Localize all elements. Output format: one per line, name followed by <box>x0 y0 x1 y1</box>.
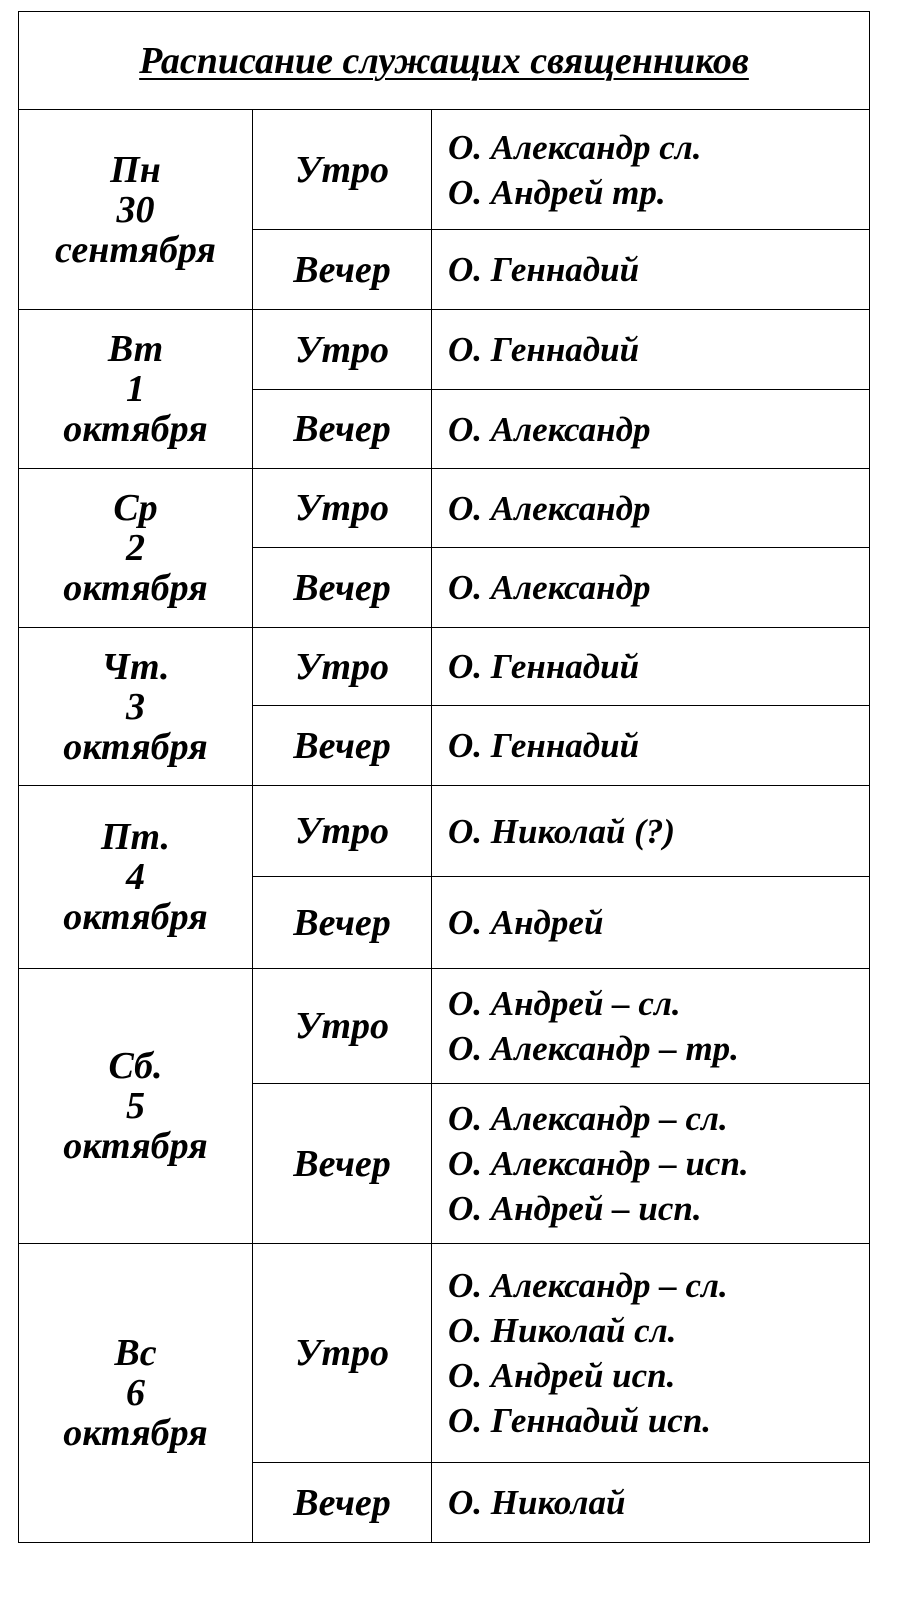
time-of-day-label: Вечер <box>253 230 432 310</box>
day-cell <box>19 969 253 1244</box>
schedule-row <box>19 786 870 877</box>
day-weekday: Пн <box>110 148 161 191</box>
priest-name: О. Геннадий исп. <box>448 1401 712 1440</box>
priests-cell <box>432 310 870 390</box>
priest-name: О. Николай (?) <box>448 811 675 851</box>
day-cell <box>19 628 253 786</box>
priest-name: О. Андрей – сл. <box>448 984 681 1023</box>
title-row <box>19 12 870 110</box>
priest-name: О. Александр – сл. <box>448 1266 728 1305</box>
day-month: октября <box>63 1125 208 1167</box>
day-month: октября <box>63 896 208 938</box>
schedule-row <box>19 469 870 548</box>
time-of-day-label: Утро <box>253 469 432 548</box>
time-of-day-label: Утро <box>253 786 432 877</box>
priest-name: О. Александр – исп. <box>448 1144 749 1183</box>
time-of-day-label: Утро <box>253 1244 432 1463</box>
time-of-day-label: Утро <box>253 110 432 230</box>
priest-name: О. Александр сл. <box>448 127 702 167</box>
day-date: 3 <box>126 685 145 728</box>
schedule-row <box>19 1244 870 1463</box>
priests-cell <box>432 786 870 877</box>
day-weekday: Ср <box>113 487 158 529</box>
day-weekday: Вс <box>114 1332 157 1374</box>
day-weekday: Чт. <box>101 645 170 688</box>
priest-name: О. Андрей <box>448 903 604 942</box>
schedule-row <box>19 628 870 706</box>
day-cell <box>19 1244 253 1543</box>
priest-name: О. Геннадий <box>448 726 640 765</box>
time-of-day-label: Утро <box>253 310 432 390</box>
day-date: 1 <box>126 368 145 410</box>
priests-cell <box>432 390 870 469</box>
priest-name: О. Геннадий <box>448 250 640 289</box>
day-date: 6 <box>126 1372 145 1414</box>
priests-cell <box>432 706 870 786</box>
day-date: 2 <box>126 527 145 569</box>
priests-cell <box>432 1084 870 1244</box>
schedule-row <box>19 310 870 390</box>
priests-cell <box>432 969 870 1084</box>
priest-name: О. Александр <box>448 568 651 607</box>
day-month: октября <box>63 725 208 768</box>
priest-name: О. Андрей исп. <box>448 1356 676 1395</box>
time-of-day-label: Вечер <box>253 877 432 969</box>
schedule-title: Расписание служащих священников <box>19 12 870 110</box>
time-of-day-label: Вечер <box>253 1084 432 1244</box>
time-of-day-label: Вечер <box>253 1463 432 1543</box>
day-month: сентября <box>55 228 216 271</box>
priest-name: О. Александр – тр. <box>448 1029 739 1068</box>
day-month: октября <box>63 408 208 450</box>
priests-cell <box>432 110 870 230</box>
day-date: 5 <box>126 1085 145 1127</box>
priests-cell <box>432 628 870 706</box>
time-of-day-label: Вечер <box>253 548 432 628</box>
priests-cell <box>432 877 870 969</box>
priests-cell <box>432 1463 870 1543</box>
day-cell <box>19 469 253 628</box>
day-weekday: Вт <box>107 328 164 370</box>
time-of-day-label: Вечер <box>253 706 432 786</box>
day-weekday: Сб. <box>108 1045 163 1087</box>
schedule-table <box>18 11 870 1543</box>
day-month: октября <box>63 567 208 609</box>
priest-name: О. Александр <box>448 488 651 528</box>
schedule-row <box>19 110 870 230</box>
priest-name: О. Николай сл. <box>448 1311 677 1350</box>
day-date: 30 <box>116 188 155 231</box>
priest-name: О. Андрей тр. <box>448 172 666 212</box>
priest-name: О. Александр <box>448 409 651 449</box>
priest-name: О. Геннадий <box>448 647 640 686</box>
priests-cell <box>432 230 870 310</box>
priest-name: О. Андрей – исп. <box>448 1189 702 1228</box>
priest-name: О. Александр – сл. <box>448 1099 728 1138</box>
day-month: октября <box>63 1412 208 1454</box>
day-cell <box>19 786 253 969</box>
day-date: 4 <box>126 856 145 898</box>
time-of-day-label: Вечер <box>253 390 432 469</box>
priests-cell <box>432 469 870 548</box>
priests-cell <box>432 548 870 628</box>
day-cell <box>19 110 253 310</box>
priests-cell <box>432 1244 870 1463</box>
time-of-day-label: Утро <box>253 628 432 706</box>
priest-name: О. Николай <box>448 1483 626 1522</box>
time-of-day-label: Утро <box>253 969 432 1084</box>
schedule-row <box>19 969 870 1084</box>
priest-name: О. Геннадий <box>448 330 640 369</box>
day-weekday: Пт. <box>100 816 171 858</box>
day-cell <box>19 310 253 469</box>
